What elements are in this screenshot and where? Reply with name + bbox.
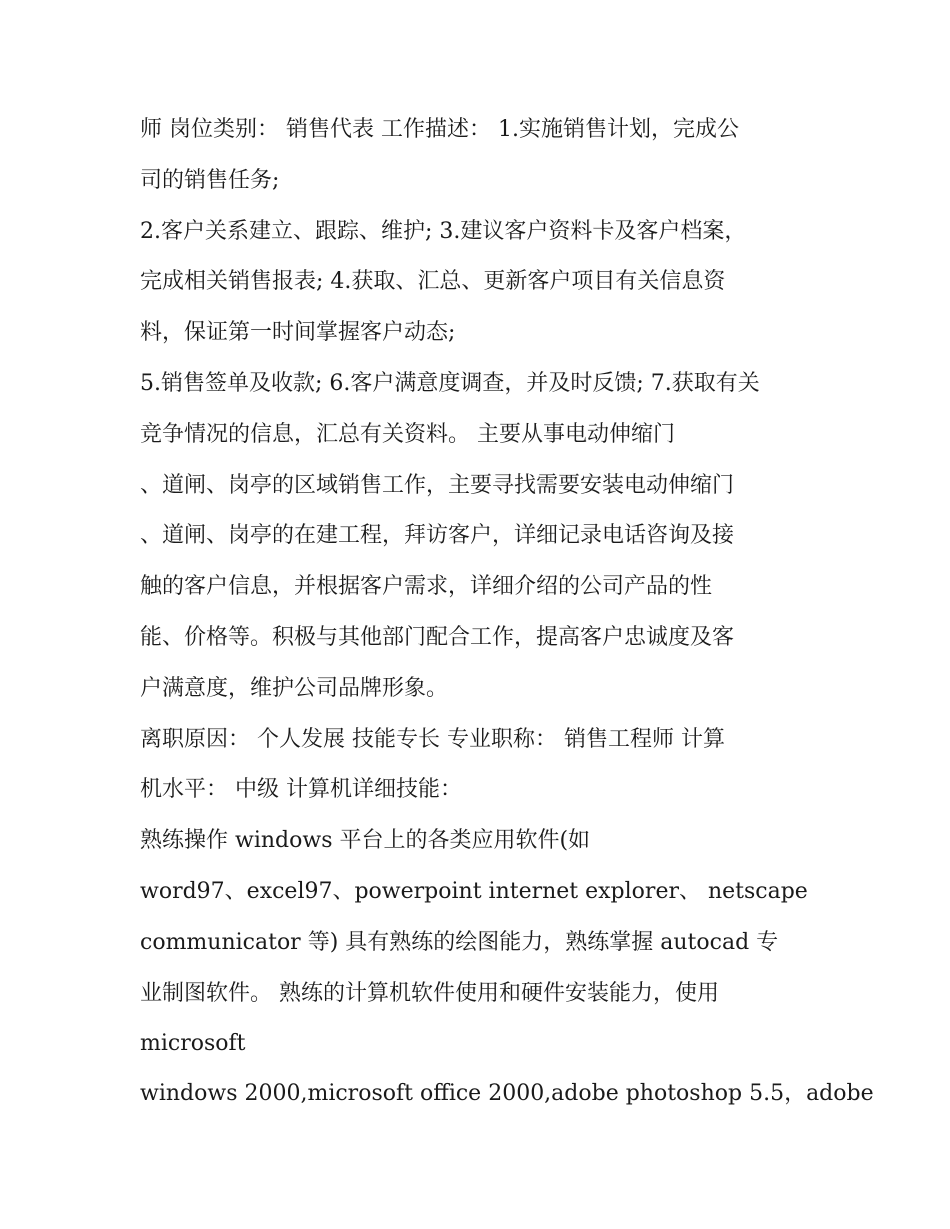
text-line: 司的销售任务;: [140, 167, 280, 193]
text-line: 能、价格等。积极与其他部门配合工作，提高客户忠诚度及客: [140, 624, 735, 650]
text-line: 、道闸、岗亭的在建工程，拜访客户，详细记录电话咨询及接: [140, 523, 735, 549]
text-line: communicator 等) 具有熟练的绘图能力，熟练掌握 autocad 专: [140, 929, 779, 955]
text-line: 师 岗位类别： 销售代表 工作描述： 1.实施销售计划，完成公: [140, 117, 739, 142]
text-line: 料，保证第一时间掌握客户动态;: [140, 320, 456, 346]
text-line: 5.销售签单及收款; 6.客户满意度调查，并及时反馈; 7.获取有关: [140, 370, 760, 396]
text-line: windows 2000,microsoft office 2000,adobe photoshop 5.5，adobe: [140, 1080, 874, 1106]
text-line: 2.客户关系建立、跟踪、维护; 3.建议客户资料卡及客户档案，: [140, 218, 747, 244]
text-line: 完成相关销售报表; 4.获取、汇总、更新客户项目有关信息资: [140, 269, 726, 295]
text-line: 触的客户信息，并根据客户需求，详细介绍的公司产品的性: [140, 574, 713, 600]
text-line: 机水平： 中级 计算机详细技能：: [140, 777, 462, 803]
text-line: microsoft: [140, 1030, 246, 1056]
text-line: word97、excel97、powerpoint internet explorer、 netscape: [140, 878, 808, 904]
text-line: 、道闸、岗亭的区域销售工作，主要寻找需要安装电动伸缩门: [140, 472, 735, 498]
text-line: 竞争情况的信息，汇总有关资料。 主要从事电动伸缩门: [140, 421, 675, 447]
document-body: [140, 110, 874, 1124]
text-line: 离职原因： 个人发展 技能专长 专业职称： 销售工程师 计算: [140, 726, 725, 752]
text-line: 熟练操作 windows 平台上的各类应用软件(如: [140, 828, 591, 854]
text-line: 业制图软件。 熟练的计算机软件使用和硬件安装能力，使用: [140, 980, 719, 1006]
text-line: 户满意度，维护公司品牌形象。: [140, 675, 449, 701]
